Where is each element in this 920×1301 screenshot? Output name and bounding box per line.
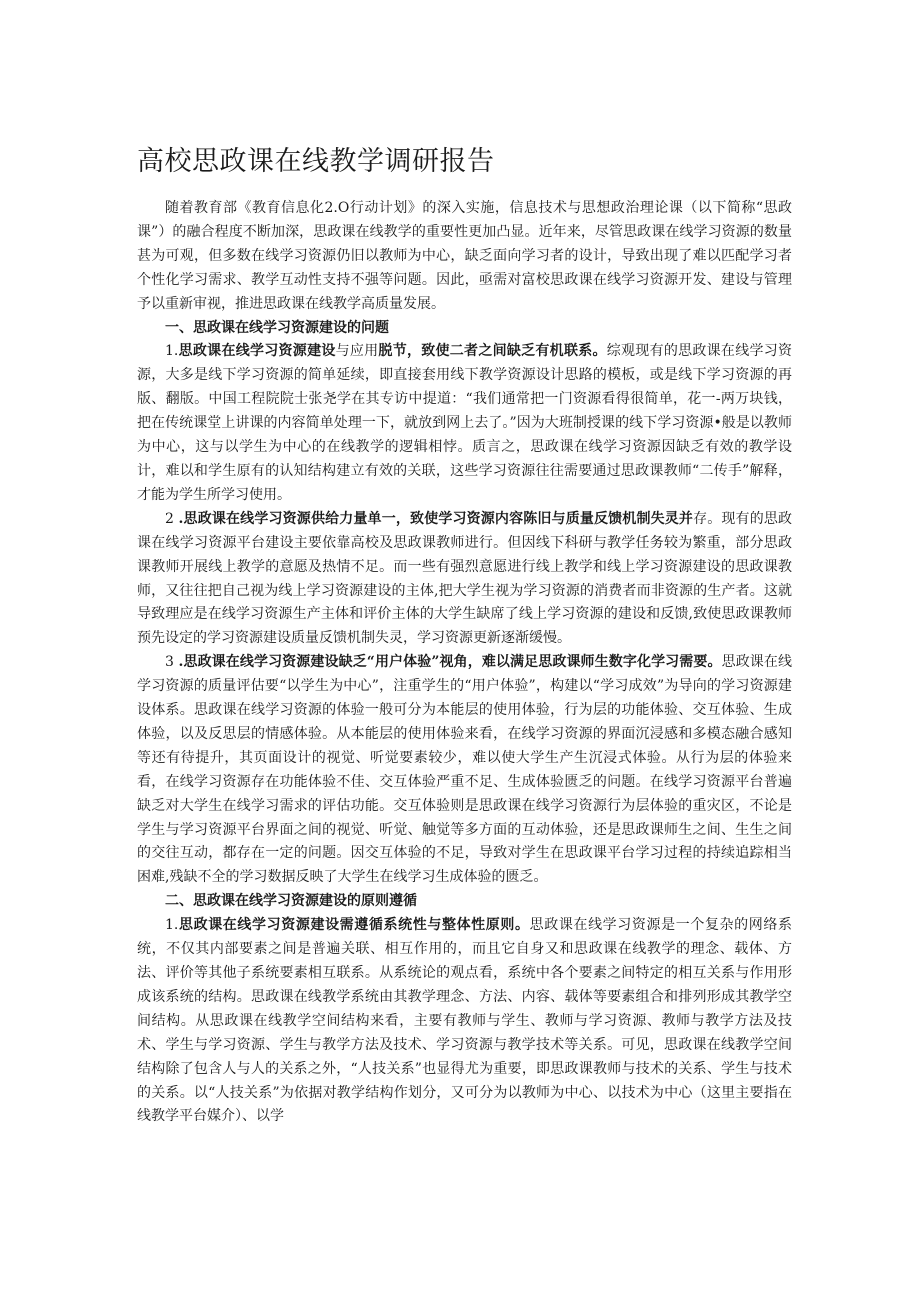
item-number: 1. [165,917,179,934]
paragraph-lead-bold: .思政课在线学习资源供给力量单一，致使学习资源内容陈旧与质量反馈机制失灵并 [178,510,694,527]
paragraph-1-2 [137,508,792,651]
intro-paragraph: 随着教育部《教育信息化2.O行动计划》的深入实施，信息技术与思想政治理论课（以下简称“思政课”）的融合程度不断加深，思政课在线教学的重要性更加凸显。近年来，尽管思政课在线学习资源的数量甚为可观，但多数在线学习资源仍旧以教师为中心，缺乏面向学习者的设计，导致出现了难以匹配学习者个性化学习需求、教学互动性支持不强等问题。因此，亟需对富校思政课在线学习资源开发、建设与管理予以重新审视，推进思政课在线教学高质量发展。 [137,200,792,312]
item-number: 3 [165,654,174,671]
section-heading-2: 二、思政课在线学习资源建设的原则遵循 [165,893,417,910]
paragraph-text: 思政课在线学习资源是一个复杂的网络系统，不仅其内部要素之间是普遍关联、相互作用的，而且它自身又和思政课在线教学的理念、载体、方法、评价等其他子系统要素相互联系。从系统论的观点看，系统中各个要素之间特定的相互关系与作用形成该系统的结构。思政课在线教学系统由其教学理念、方法、内容、载体等要素组合和排列形成其教学空间结构。从思政课在线教学空间结构来看，主要有教师与学生、教师与学习资源、教师与教学方法及技术、学生与学习资源、学生与教学方法及技术、学习资源与教学技术等关系。可见，思政课在线教学空间结构除了包含人与人的关系之外，“人技关系”也显得尤为重要，即思政课教师与技术的关系、学生与技术的关系。以“人技关系”为依据对教学结构作划分，又可分为以教师为中心、以技术为中心（这里主要指在线教学平台媒介）、以学 [137,917,793,1125]
paragraph-1-1 [137,340,792,507]
paragraph-lead-plain: 存。 [693,510,722,527]
paragraph-lead-bold: .思政课在线学习资源建设缺乏“用户体验”视角，难以满足思政课师生数字化学习需要。 [178,654,722,671]
paragraph-lead-bold: 思政课在线学习资源建设需遵循系统性与整体性原则。 [178,917,530,934]
section-heading-1: 一、思政课在线学习资源建设的问题 [165,319,389,336]
paragraph-lead-plain: 与应用 [335,343,379,360]
paragraph-lead-bold: 脱节，致使二者之间缺乏有机联系。 [378,343,607,360]
paragraph-text: 综观现有的思政课在线学习资源，大多是线下学习资源的简单延续，即直接套用线下教学资源设计思路的模板，或是线下学习资源的再版、翻版。中国工程院院士张尧学在其专访中提道：“我们通常把一门资源看得很简单，花一-两万块钱，把在传统课堂上讲课的内容简单处理一下，就放到网上去了。”因为大班制授课的线下学习资源•般是以教师为中心，这与以学生为中心的在线教学的逻辑相悖。质言之，思政课在线学习资源因缺乏有效的教学设计，难以和学生原有的认知结构建立有效的关联，这些学习资源往往需要通过思政课教师“二传手”解释，才能为学生所学习使用。 [137,343,793,503]
item-number: 2 [165,510,174,527]
paragraph-2-1 [137,914,792,1129]
paragraph-1-3 [137,651,792,890]
document-title: 高校思政课在线教学调研报告 [137,146,495,177]
document-body [137,197,792,1129]
paragraph-text: 现有的思政课在线学习资源平台建设主要依靠高校及思政课教师进行。但因线下科研与教学任务较为繁重，部分思政课教师开展线上教学的意愿及热情不足。而一些有强烈意愿进行线上教学和线上学习资源建设的思政课教师，又往往把自己视为线上学习资源建设的主体,把大学生视为学习资源的消费者而非资源的生产者。这就导致理应是在线学习资源生产主体和评价主体的大学生缺席了线上学习资源的建设和反馈,致使思政课教师预先设定的学习资源建设质量反馈机制失灵，学习资源更新逐渐缓慢。 [137,510,793,647]
paragraph-lead-bold: 思政课在线学习资源建设 [178,343,336,360]
item-number: 1. [165,343,179,360]
paragraph-text: 思政课在线学习资源的质量评估要“以学生为中心”，注重学生的“用户体验”，构建以“学习成效”为导向的学习资源建设体系。思政课在线学习资源的体验一般可分为本能层的使用体验，行为层的功能体验、交互体验、生成体验，以及反思层的情感体验。从本能层的使用体验来看，在线学习资源的界面沉浸感和多模态融合感知等还有待提升，其页面设计的视觉、听觉要素较少，难以使大学生产生沉浸式体验。从行为层的体验来看，在线学习资源存在功能体验不佳、交互体验严重不足、生成体验匮乏的问题。在线学习资源平台普遍缺乏对大学生在线学习需求的评估功能。交互体验则是思政课在线学习资源行为层体验的重灾区，不论是学生与学习资源平台界面之间的视觉、听觉、触觉等多方面的互动体验，还是思政课师生之间、生生之间的交往互动，都存在一定的问题。因交互体验的不足，导致对学生在思政课平台学习过程的持续追踪相当困难,残缺不全的学习数据反映了大学生在线学习生成体验的匮乏。 [137,654,793,886]
